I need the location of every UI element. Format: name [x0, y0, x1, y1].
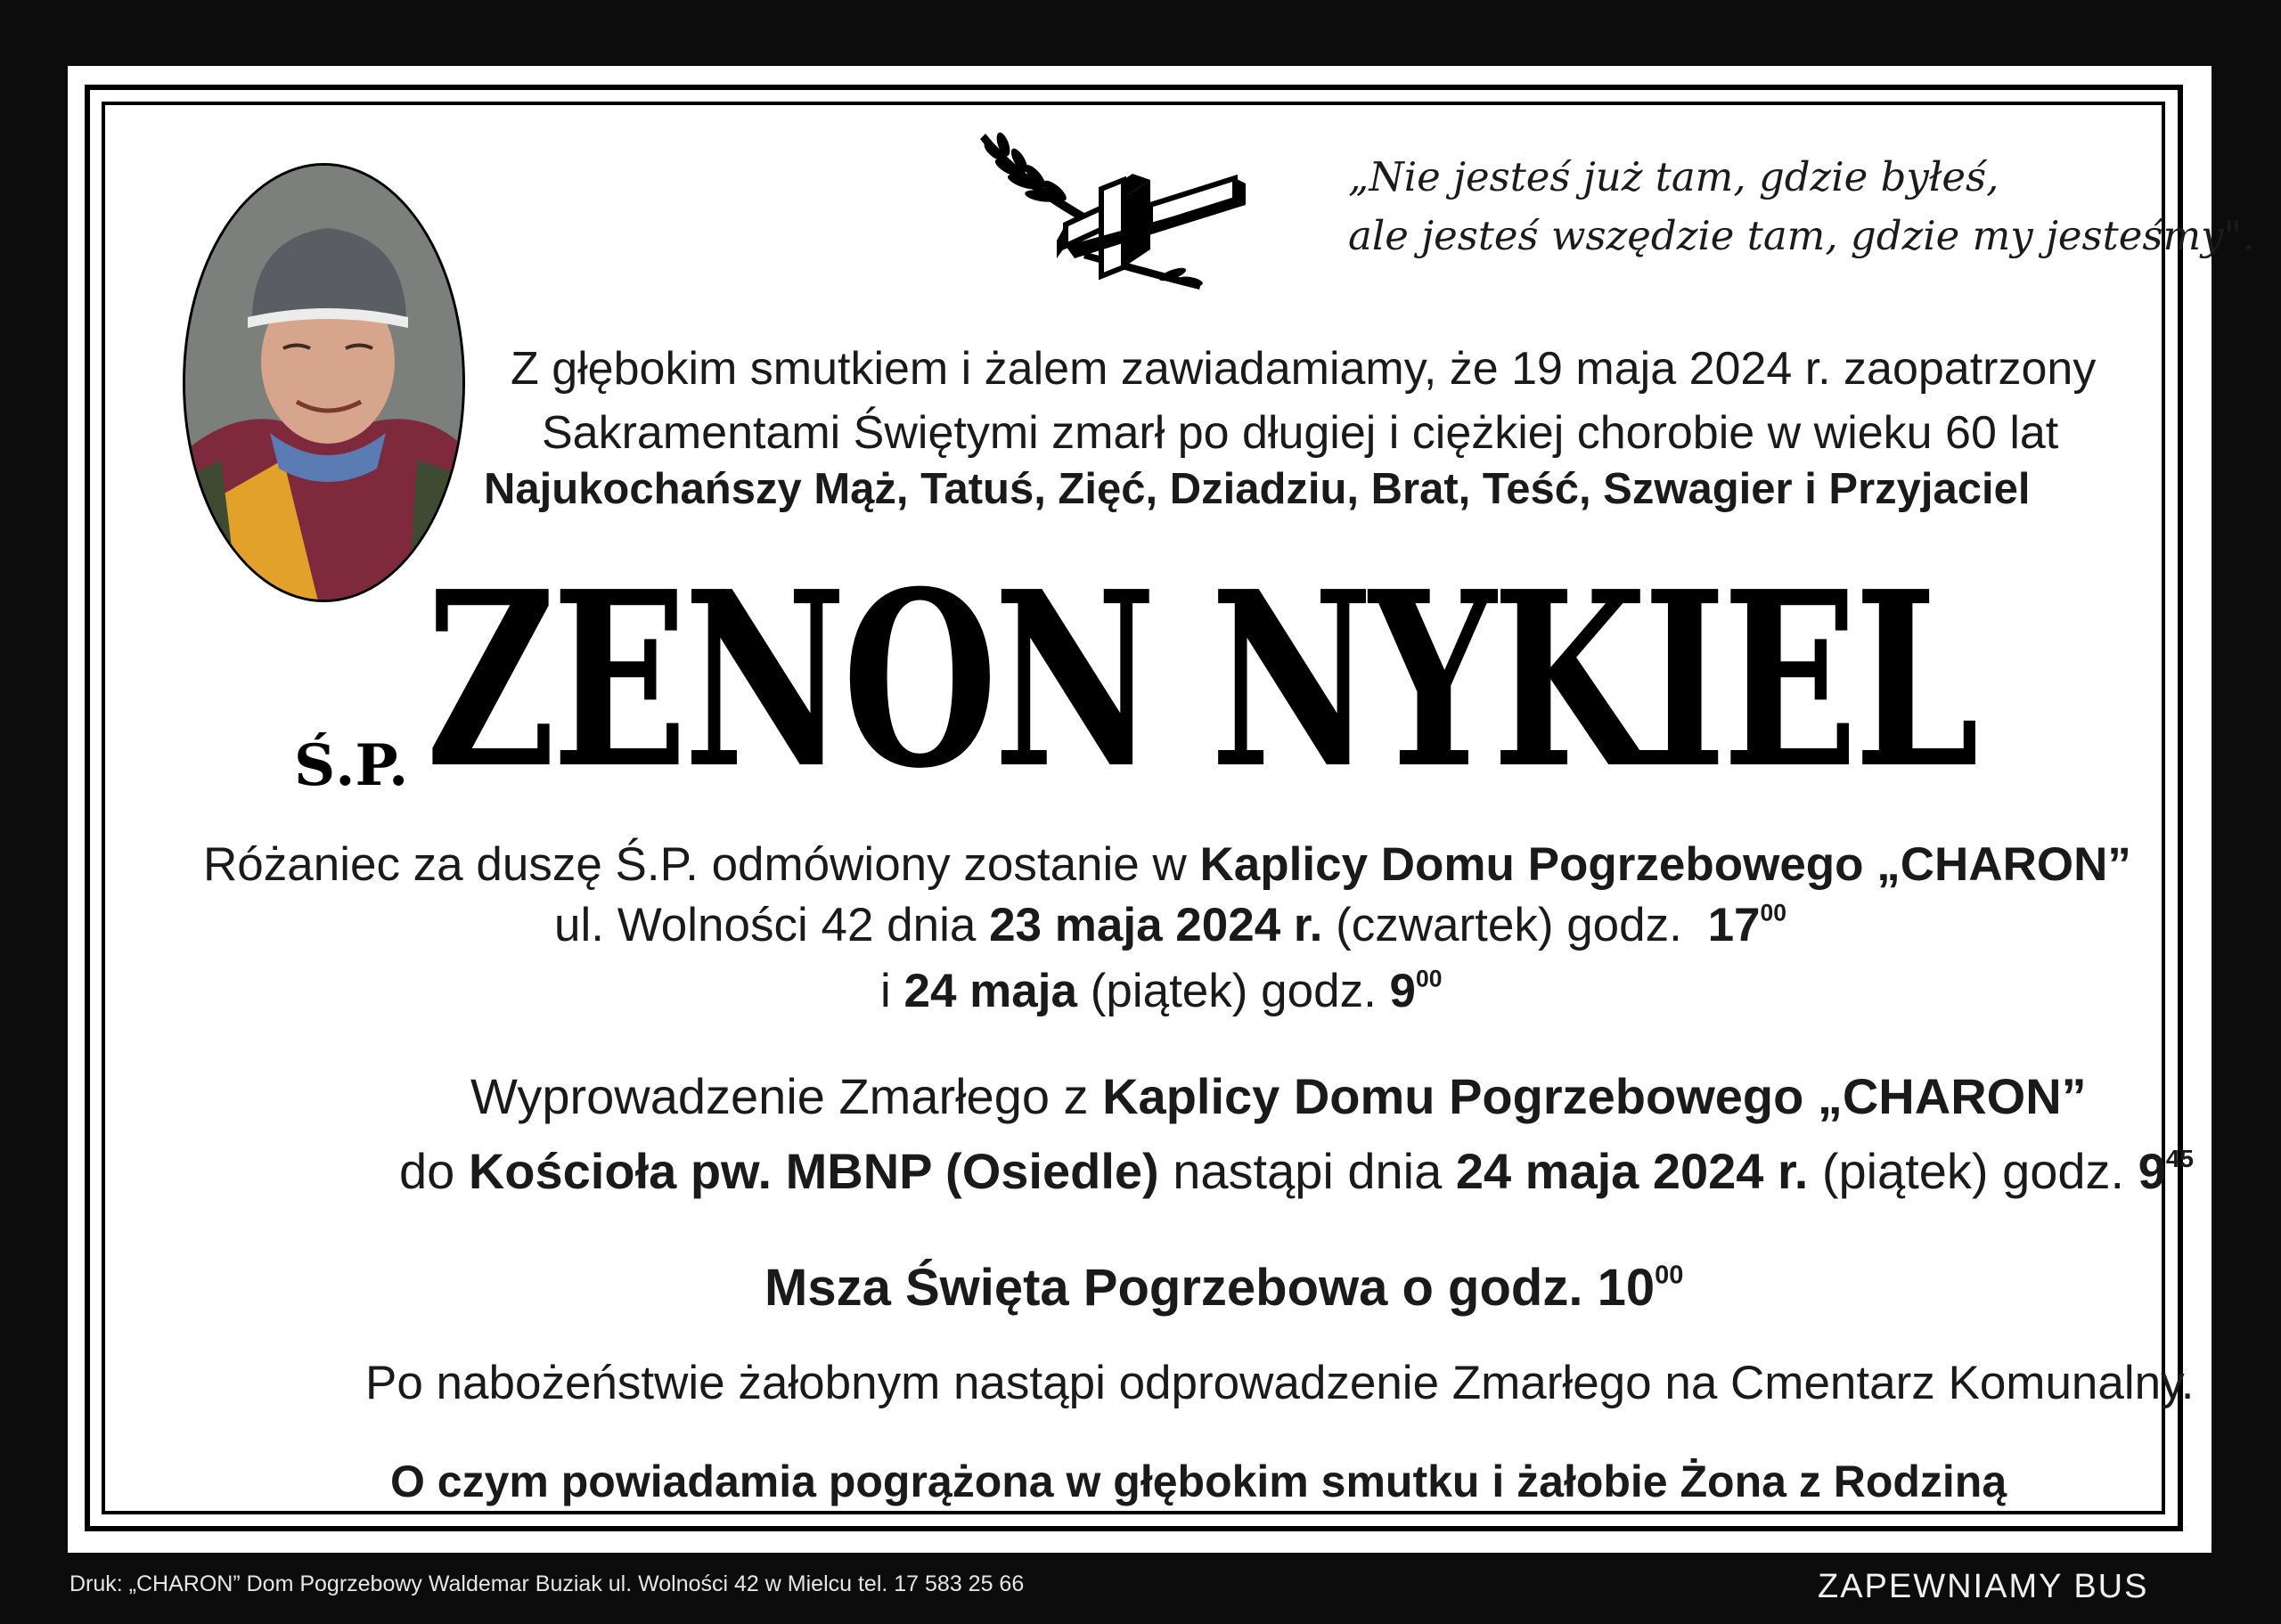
rosary-date-1: 23 maja 2024 r.: [989, 899, 1323, 951]
procession-line-1: [470, 1067, 2087, 1125]
deceased-name: ZENON NYKIEL: [426, 538, 1975, 821]
rosary-min-1: 00: [1760, 899, 1787, 926]
rosary-hour-1: 17: [1707, 899, 1761, 951]
procession-date: 24 maja 2024 r.: [1455, 1143, 1809, 1199]
rosary-date-2: 24 maja: [903, 965, 1077, 1017]
procession-line-1-text: Wyprowadzenie Zmarłego z: [470, 1068, 1103, 1124]
cross-with-palm-icon: [968, 125, 1262, 298]
quote-line-1: „Nie jesteś już tam, gdzie byłeś,: [1348, 153, 1999, 200]
rosary-line-1-text: Różaniec za duszę Ś.P. odmówiony zostanie w: [203, 838, 1200, 891]
rosary-line-2-b: (czwartek) godz.: [1322, 899, 1696, 951]
rosary-line-3: [880, 964, 1443, 1018]
procession-church: Kościoła pw. MBNP (Osiedle): [468, 1143, 1159, 1199]
mass-line: [764, 1258, 1683, 1318]
rosary-chapel: Kaplicy Domu Pogrzebowego „CHARON”: [1199, 838, 2131, 891]
intro-line-3: Najukochańszy Mąż, Tatuś, Zięć, Dziadziu, Brat, Teść, Szwagier i Przyjaciel: [484, 465, 2031, 513]
printer-credit: Druk: „CHARON” Dom Pogrzebowy Waldemar Buziak ul. Wolności 42 w Mielcu tel. 17 583 25 66: [69, 1571, 1025, 1596]
rosary-line-3-a: i: [880, 965, 904, 1017]
mass-hour: 10: [1597, 1259, 1656, 1317]
intro-line-2: Sakramentami Świętymi zmarł po długiej i ciężkiej chorobie w wieku 60 lat: [542, 407, 2059, 459]
bus-notice: ZAPEWNIAMY BUS: [1818, 1568, 2149, 1605]
procession-line-2-c: (piątek) godz.: [1808, 1143, 2138, 1199]
quote-line-2: ale jesteś wszędzie tam, gdzie my jesteśmy".: [1348, 212, 2255, 259]
rosary-line-3-b: (piątek) godz.: [1076, 965, 1390, 1017]
rosary-line-1: [203, 837, 2131, 892]
procession-line-2-a: do: [399, 1143, 469, 1199]
rosary-line-2-a: ul. Wolności 42 dnia: [554, 899, 990, 951]
intro-line-1: Z głębokim smutkiem i żalem zawiadamiamy, że 19 maja 2024 r. zaopatrzony: [511, 343, 2097, 395]
mass-text: Msza Święta Pogrzebowa o godz.: [764, 1259, 1598, 1317]
procession-hour: 9: [2138, 1143, 2166, 1199]
rosary-hour-2: 9: [1389, 965, 1417, 1017]
portrait-photo: [183, 163, 465, 602]
procession-line-2-b: nastąpi dnia: [1158, 1143, 1456, 1199]
cemetery-line: Po nabożeństwie żałobnym nastąpi odprowadzenie Zmarłego na Cmentarz Komunalny.: [365, 1357, 2195, 1409]
sp-prefix: Ś.P.: [294, 732, 409, 799]
procession-line-2: [399, 1142, 2194, 1200]
signoff-line: O czym powiadamia pogrążona w głębokim smutku i żałobie Żona z Rodziną: [390, 1457, 2007, 1506]
rosary-min-2: 00: [1416, 965, 1443, 992]
procession-min: 45: [2165, 1145, 2194, 1173]
procession-chapel: Kaplicy Domu Pogrzebowego „CHARON”: [1102, 1068, 2087, 1124]
rosary-line-2: [554, 898, 1786, 952]
mass-min: 00: [1655, 1261, 1684, 1290]
